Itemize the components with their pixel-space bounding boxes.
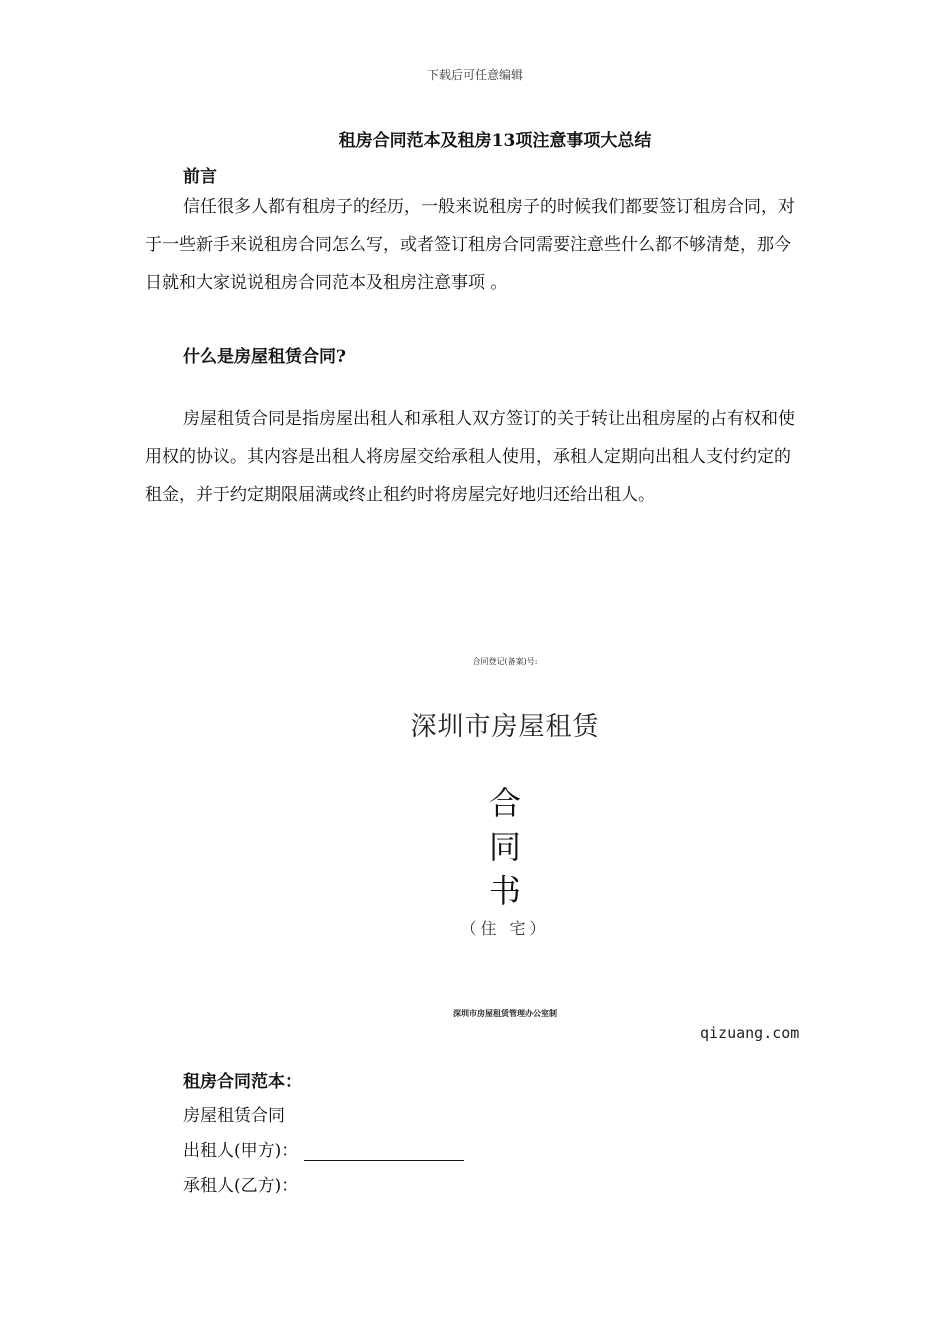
question-heading: 什么是房屋租赁合同?: [183, 347, 346, 367]
lessor-blank: [304, 1142, 464, 1161]
cover-char-shu: 书: [488, 872, 521, 910]
definition-paragraph: 房屋租赁合同是指房屋出租人和承租人双方签订的关于转让出租房屋的占有权和使用权的协议。其内容是出租人将房屋交给承租人使用，承租人定期向出租人支付约定的租金，并于约定期限届满或终止租约时将房屋完好地归还给出租人。: [145, 409, 795, 505]
page-header-note: 下载后可任意编辑: [426, 68, 523, 82]
lessee-label: 承租人(乙方)：: [183, 1176, 299, 1196]
lessor-label: 出租人(甲方)：: [183, 1141, 299, 1161]
cover-title: 深圳市房屋租赁: [410, 712, 600, 742]
sample-heading: 租房合同范本：: [183, 1072, 302, 1092]
contract-cover-image: [380, 650, 630, 1030]
preface-heading: 前言: [183, 167, 217, 187]
cover-registration-label: 合同登记(备案)号:: [472, 657, 538, 666]
preface-paragraph: 信任很多人都有租房子的经历，一般来说租房子的时候我们都要签订租房合同，对于一些新手来说租房合同怎么写，或者签订租房合同需要注意些什么都不够清楚，那今日就和大家说说租房合同范本及租房注意事项 。: [145, 197, 795, 293]
document-title: 租房合同范本及租房13项注意事项大总结: [338, 131, 652, 151]
sample-contract-title: 房屋租赁合同: [183, 1106, 285, 1126]
lessee-line: [183, 1171, 298, 1196]
lessor-line: [183, 1136, 464, 1161]
cover-char-he: 合: [488, 784, 521, 822]
cover-issuer: 深圳市房屋租赁管理办公室制: [453, 1008, 557, 1018]
cover-type: （住 宅）: [460, 919, 550, 938]
cover-char-tong: 同: [488, 828, 521, 866]
watermark-text: qizuang.com: [700, 1024, 800, 1042]
